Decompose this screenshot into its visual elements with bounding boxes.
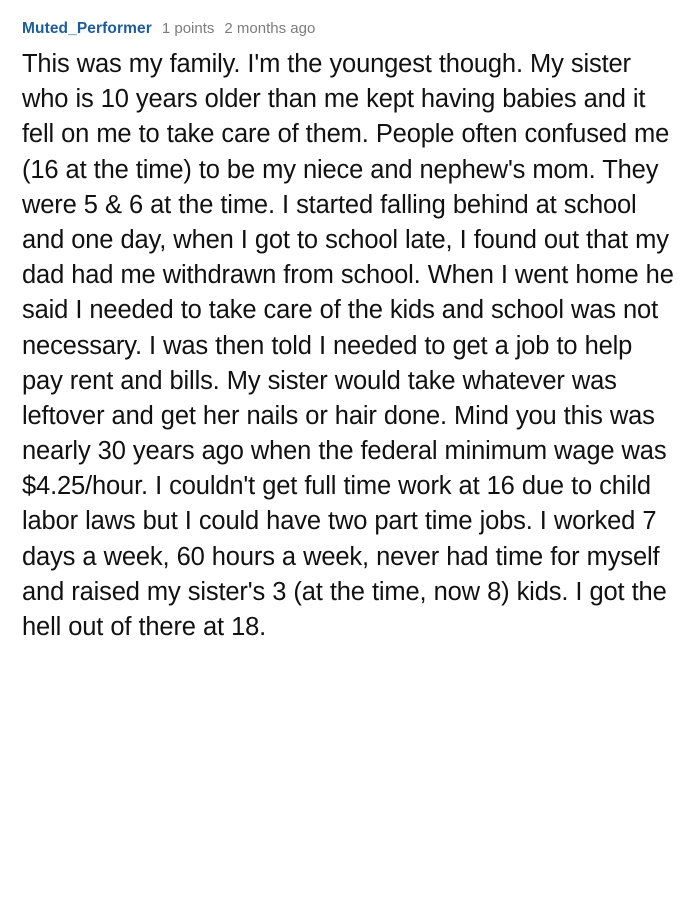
comment-meta: [22, 20, 678, 38]
comment-body: This was my family. I'm the youngest though. My sister who is 10 years older than me kept having babies and it fell on me to take care of them. People often confused me (16 at the time) to be my niece and nephew's mom. They were 5 & 6 at the time. I started falling behind at school and one day, when I got to school late, I found out that my dad had me withdrawn from school. When I went home he said I needed to take care of the kids and school was not necessary. I was then told I needed to get a job to help pay rent and bills. My sister would take whatever was leftover and get her nails or hair done. Mind you this was nearly 30 years ago when the federal minimum wage was $4.25/hour. I couldn't get full time work at 16 due to child labor laws but I could have two part time jobs. I worked 7 days a week, 60 hours a week, never had time for myself and raised my sister's 3 (at the time, now 8) kids. I got the hell out of there at 18.: [22, 50, 674, 641]
comment-points: 1 points: [161, 20, 215, 37]
comment-author-link[interactable]: Muted_Performer: [22, 20, 152, 37]
comment-timestamp: 2 months ago: [224, 20, 316, 37]
